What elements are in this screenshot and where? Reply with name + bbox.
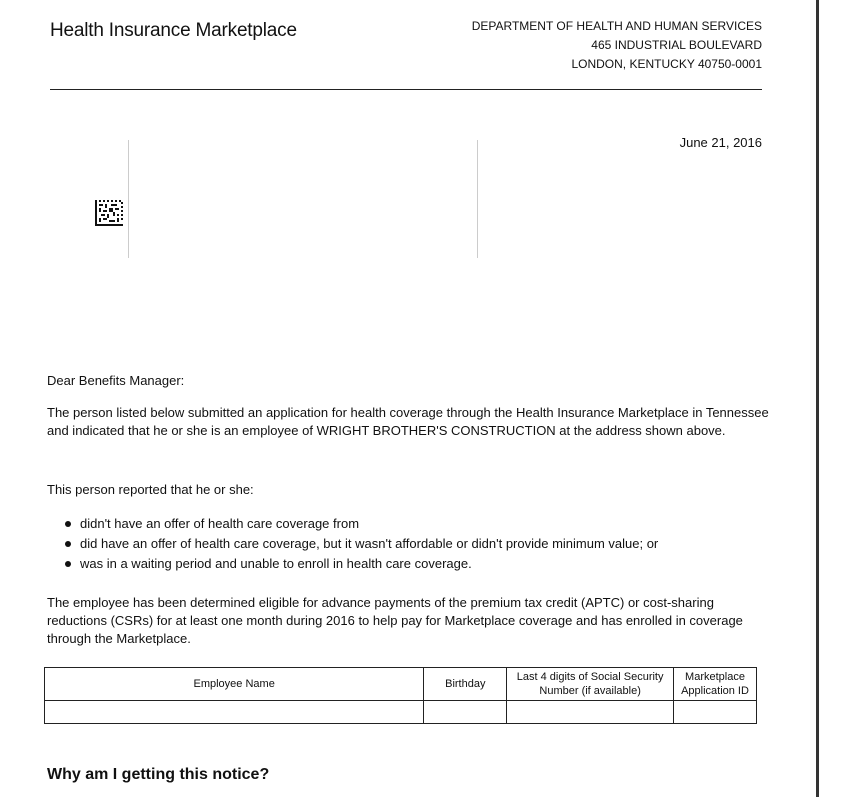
datamatrix-barcode-icon [95,200,123,226]
employee-name-header: Employee Name [45,668,424,701]
birthday-header: Birthday [424,668,507,701]
paragraph-eligibility: The employee has been determined eligible for advance payments of the premium tax credit (APTC) or cost-sharing reductions (CSRs) for at least one month during 2016 to help pay for Marketplace coverage and has enrolled in coverage through the Marketplace. [47,595,743,646]
letter-date: June 21, 2016 [679,135,762,150]
birthday-cell [424,701,507,724]
page-edge [816,0,819,797]
list-item: didn't have an offer of health care coverage from [60,514,780,534]
section-heading: Why am I getting this notice? [47,766,270,783]
application-id-cell [674,701,757,724]
ssn-header: Last 4 digits of Social Security Number (if available) [507,668,674,701]
table-header-row [45,668,757,701]
application-id-header: Marketplace Application ID [674,668,757,701]
marketplace-logo: Health Insurance Marketplace [50,20,297,41]
paragraph-application: The person listed below submitted an application for health coverage through the Health Insurance Marketplace in Tennessee and indicated that he or she is an employee of WRIGHT BROTHER'S CONSTRUCTION at the address shown above. [47,405,769,438]
employee-name-cell [45,701,424,724]
paragraph-reported: This person reported that he or she: [47,482,254,497]
employee-info-table [44,667,757,724]
reported-conditions-list [60,514,780,574]
department-name: DEPARTMENT OF HEALTH AND HUMAN SERVICES [471,19,762,33]
salutation: Dear Benefits Manager: [47,373,185,388]
address-line-2: LONDON, KENTUCKY 40750-0001 [571,57,762,71]
address-line-1: 465 INDUSTRIAL BOULEVARD [591,38,762,52]
list-item: did have an offer of health care coverage, but it wasn't affordable or didn't provide minimum value; or [60,534,780,554]
table-row [45,701,757,724]
department-address-block [362,17,762,74]
redacted-recipient-address [128,140,478,258]
list-item: was in a waiting period and unable to enroll in health care coverage. [60,554,780,574]
ssn-cell [507,701,674,724]
header-divider [50,89,762,90]
